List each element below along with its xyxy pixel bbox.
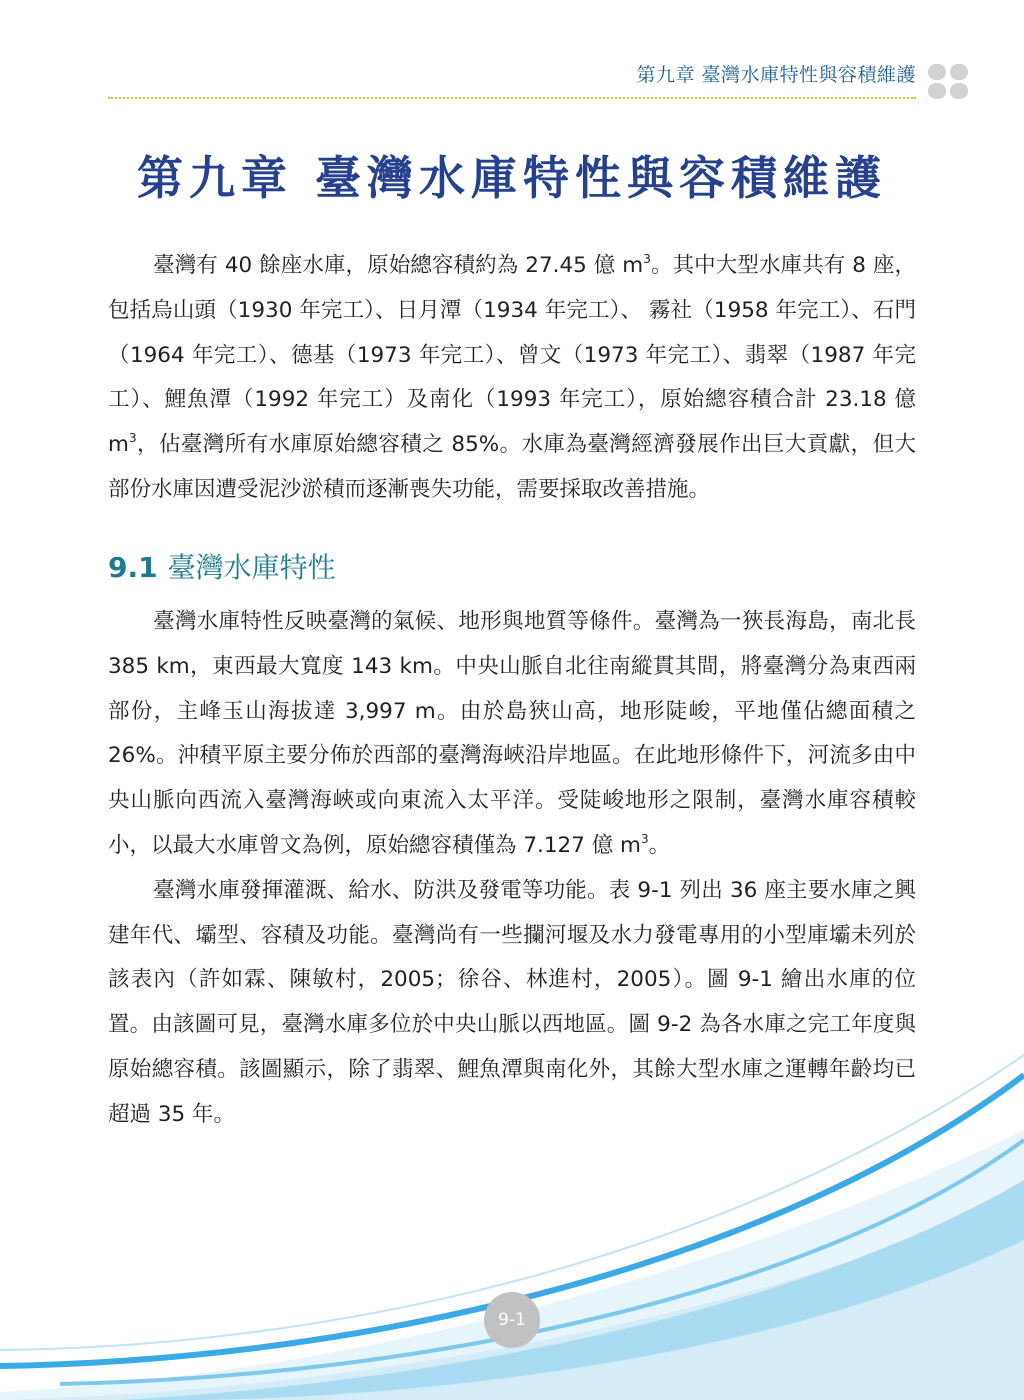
section-body-text (108, 600, 916, 1138)
chapter-title: 第九章 臺灣水庫特性與容積維護 (136, 151, 887, 205)
intro-text-part-3: ，佔臺灣所有水庫原始總容積之 85%。水庫為臺灣經濟發展作出巨大貢獻，但大部份水庫因遭受泥沙淤積而逐漸喪失功能，需要採取改善措施。 (108, 432, 916, 502)
section-heading (108, 546, 336, 586)
superscript: 3 (641, 831, 649, 846)
section-paragraph-2: 臺灣水庫發揮灌溉、給水、防洪及發電等功能。表 9-1 列出 36 座主要水庫之興建年代、壩型、容積及功能。臺灣尚有一些攔河堰及水力發電專用的小型庫壩未列於該表內（許如霖、陳敏村，2005；徐谷、林進村，2005）。圖 9-1 繪出水庫的位置。由該圖可見，臺灣水庫多位於中央山脈以西地區。圖 9-2 為各水庫之完工年度與原始總容積。該圖顯示，除了翡翠、鯉魚潭與南化外，其餘大型水庫之運轉年齡均已超過 35 年。 (108, 877, 916, 1127)
page-number-badge: 9-1 (484, 1292, 540, 1348)
intro-paragraph (108, 244, 916, 513)
section-paragraph-1 (108, 600, 916, 869)
header-rule (108, 97, 916, 99)
section-text-part-2: 。 (648, 832, 671, 858)
running-header: 第九章 臺灣水庫特性與容積維護 (636, 64, 916, 86)
section-number: 9.1 (108, 551, 158, 584)
header-dots-icon (928, 64, 970, 100)
section-title: 臺灣水庫特性 (167, 551, 336, 584)
intro-text-part-1: 臺灣有 40 餘座水庫，原始總容積約為 27.45 億 m (153, 253, 644, 278)
superscript: 3 (643, 252, 651, 266)
section-text-part-1: 臺灣水庫特性反映臺灣的氣候、地形與地質等條件。臺灣為一狹長海島，南北長 385 km，東西最大寬度 143 km。中央山脈自北往南縱貫其間，將臺灣分為東西兩部份，主峰玉山海拔達 3,997 m。由於島狹山高，地形陡峻，平地僅佔總面積之 26%。沖積平原主要分佈於西部的臺灣海峽沿岸地區。在此地形條件下，河流多由中央山脈向西流入臺灣海峽或向東流入太平洋。受陡峻地形之限制，臺灣水庫容積較小，以最大水庫曾文為例，原始總容積僅為 7.127 億 m (108, 609, 916, 858)
superscript: 3 (128, 431, 137, 446)
intro-text (108, 244, 916, 513)
intro-text-part-2: 。其中大型水庫共有 8 座，包括烏山頭（1930 年完工）、日月潭（1934 年完工）、 霧社（1958 年完工）、石門（1964 年完工）、德基（1973 年完工）、曾文（1973 年完工）、翡翠（1987 年完工）、鯉魚潭（1992 年完工）及南化（1993 年完工），原始總容積合計 23.18 億 m (108, 253, 916, 458)
